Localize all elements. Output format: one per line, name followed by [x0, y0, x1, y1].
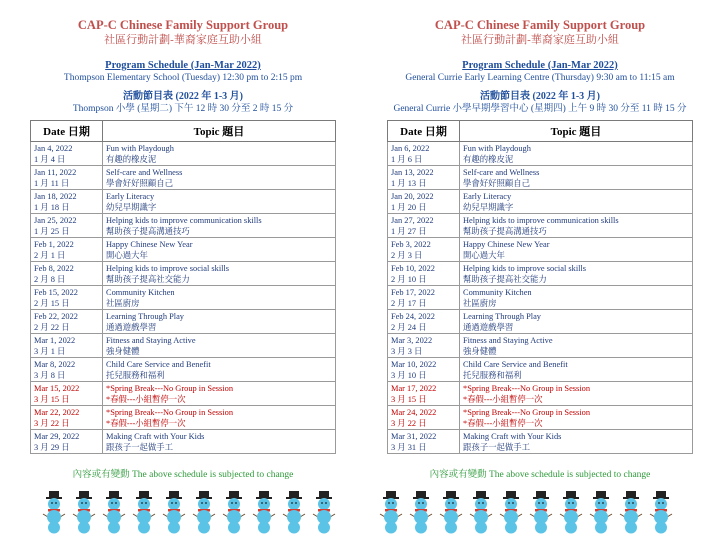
date-cell — [388, 166, 460, 190]
snowman-icon — [250, 490, 278, 534]
topic-cn: *春假---小組暫停一次 — [106, 394, 186, 404]
table-header-row — [388, 121, 693, 142]
snowman-icon — [40, 490, 68, 534]
date-cn: 3 月 10 日 — [391, 370, 427, 380]
location-line-cn: Thompson 小學 (星期二) 下午 12 時 30 分至 2 時 15 分 — [72, 104, 294, 114]
date-cell — [31, 166, 103, 190]
topic-cell — [460, 310, 693, 334]
topic-en: Community Kitchen — [106, 287, 175, 297]
schedule-panel-general-currie — [387, 0, 693, 480]
date-cn: 3 月 29 日 — [34, 442, 70, 452]
date-cn: 3 月 1 日 — [34, 346, 66, 356]
snowman-row-right — [377, 490, 675, 534]
topic-cn: 學會好好照顧自己 — [463, 178, 530, 188]
date-cell — [388, 382, 460, 406]
topic-en: Making Craft with Your Kids — [106, 431, 205, 441]
snowman-icon — [70, 490, 98, 534]
date-en: Feb 17, 2022 — [391, 287, 435, 297]
date-cn: 3 月 15 日 — [391, 394, 427, 404]
date-cn: 1 月 11 日 — [34, 178, 70, 188]
date-en: Jan 25, 2022 — [34, 215, 77, 225]
date-en: Jan 4, 2022 — [34, 143, 73, 153]
topic-en: Helping kids to improve social skills — [106, 263, 230, 273]
topic-en: Helping kids to improve social skills — [463, 263, 587, 273]
snowman-icon — [280, 490, 308, 534]
topic-cn: *春假---小組暫停一次 — [463, 418, 543, 428]
org-title-cn: 社區行動計劃-華裔家庭互助小組 — [104, 34, 262, 46]
topic-cell — [103, 214, 336, 238]
topic-cell — [460, 334, 693, 358]
topic-cn: 托兒服務和福利 — [463, 370, 522, 380]
date-cell — [31, 190, 103, 214]
topic-cn: 社區廚房 — [463, 298, 497, 308]
snowman-icon — [310, 490, 338, 534]
snowman-icon — [527, 490, 555, 534]
date-cell — [31, 238, 103, 262]
date-cell — [388, 334, 460, 358]
snowman-icon — [647, 490, 675, 534]
date-en: Mar 1, 2022 — [34, 335, 76, 345]
table-row — [388, 382, 693, 406]
snowman-icon — [617, 490, 645, 534]
date-en: Mar 3, 2022 — [391, 335, 433, 345]
change-notice: 內容或有變動 The above schedule is subjected to change — [72, 470, 294, 480]
table-row — [31, 334, 336, 358]
topic-cn: 跟孩子一起做手工 — [106, 442, 173, 452]
topic-en: Learning Through Play — [106, 311, 184, 321]
date-cell — [388, 190, 460, 214]
snowman-row-left — [40, 490, 338, 534]
topic-cn: 學會好好照顧自己 — [106, 178, 173, 188]
table-row — [31, 310, 336, 334]
date-en: Jan 18, 2022 — [34, 191, 77, 201]
snowman-icon — [220, 490, 248, 534]
date-cn: 2 月 3 日 — [391, 250, 423, 260]
topic-cell — [460, 190, 693, 214]
topic-cn: 幼兒早期識字 — [106, 202, 157, 212]
date-cell — [388, 406, 460, 430]
header-date: Date 日期 — [31, 121, 103, 142]
topic-cell — [460, 142, 693, 166]
topic-cn: 跟孩子一起做手工 — [463, 442, 530, 452]
date-en: Mar 15, 2022 — [34, 383, 80, 393]
topic-en: Helping kids to improve communication skills — [106, 215, 262, 225]
date-en: Jan 20, 2022 — [391, 191, 434, 201]
date-cell — [31, 358, 103, 382]
date-cell — [388, 430, 460, 454]
date-cn: 1 月 25 日 — [34, 226, 70, 236]
date-en: Mar 24, 2022 — [391, 407, 437, 417]
date-en: Feb 10, 2022 — [391, 263, 435, 273]
date-cn: 2 月 1 日 — [34, 250, 66, 260]
schedule-table — [30, 120, 336, 454]
topic-en: Self-care and Wellness — [463, 167, 540, 177]
topic-cn: 幼兒早期識字 — [463, 202, 514, 212]
topic-cell — [460, 262, 693, 286]
date-cn: 2 月 17 日 — [391, 298, 427, 308]
topic-cn: 托兒服務和福利 — [106, 370, 165, 380]
table-row — [388, 166, 693, 190]
topic-en: Making Craft with Your Kids — [463, 431, 562, 441]
date-cell — [31, 262, 103, 286]
table-row — [31, 430, 336, 454]
topic-cn: 幫助孩子提高社交能力 — [106, 274, 190, 284]
topic-en: Early Literacy — [463, 191, 512, 201]
topic-cell — [103, 262, 336, 286]
schedule-rows — [31, 142, 336, 454]
topic-cell — [103, 286, 336, 310]
table-row — [31, 238, 336, 262]
table-row — [388, 286, 693, 310]
topic-en: *Spring Break---No Group in Session — [106, 383, 234, 393]
snowman-icon — [160, 490, 188, 534]
topic-cn: 強身健體 — [463, 346, 497, 356]
topic-cell — [460, 286, 693, 310]
schedule-rows — [388, 142, 693, 454]
topic-cell — [103, 406, 336, 430]
table-row — [388, 238, 693, 262]
org-title-cn: 社區行動計劃-華裔家庭互助小組 — [461, 34, 619, 46]
snowman-icon — [130, 490, 158, 534]
table-row — [388, 334, 693, 358]
org-title: CAP-C Chinese Family Support Group — [77, 18, 289, 32]
topic-cell — [103, 358, 336, 382]
topic-cn: 強身健體 — [106, 346, 140, 356]
table-row — [388, 406, 693, 430]
snowman-icon — [100, 490, 128, 534]
table-row — [31, 142, 336, 166]
date-cn: 3 月 3 日 — [391, 346, 423, 356]
date-cn: 1 月 20 日 — [391, 202, 427, 212]
date-cell — [31, 214, 103, 238]
snowman-icon — [407, 490, 435, 534]
date-cell — [388, 214, 460, 238]
topic-cn: 有趣的橡皮泥 — [463, 154, 514, 164]
location-line: General Currie Early Learning Centre (Thursday) 9:30 am to 11:15 am — [405, 73, 675, 83]
topic-cn: 社區廚房 — [106, 298, 140, 308]
location-line-cn: General Currie 小學早期學習中心 (星期四) 上午 9 時 30 分至 11 時 15 分 — [393, 104, 687, 114]
date-cn: 1 月 4 日 — [34, 154, 66, 164]
schedule-panel-thompson — [30, 0, 336, 480]
topic-cell — [460, 382, 693, 406]
date-cn: 3 月 22 日 — [34, 418, 70, 428]
date-cn: 2 月 15 日 — [34, 298, 70, 308]
topic-en: Fun with Playdough — [463, 143, 531, 153]
schedule-title: Program Schedule (Jan-Mar 2022) — [462, 60, 618, 71]
date-cn: 3 月 15 日 — [34, 394, 70, 404]
topic-en: Happy Chinese New Year — [463, 239, 550, 249]
date-en: Feb 22, 2022 — [34, 311, 78, 321]
date-cell — [31, 430, 103, 454]
date-cell — [388, 238, 460, 262]
table-row — [388, 310, 693, 334]
table-row — [31, 214, 336, 238]
topic-en: Fun with Playdough — [106, 143, 174, 153]
date-cn: 1 月 27 日 — [391, 226, 427, 236]
topic-cell — [103, 238, 336, 262]
topic-cell — [103, 334, 336, 358]
table-row — [31, 358, 336, 382]
topic-cell — [103, 142, 336, 166]
topic-en: Fitness and Staying Active — [463, 335, 553, 345]
date-en: Jan 27, 2022 — [391, 215, 434, 225]
topic-cell — [460, 166, 693, 190]
table-row — [31, 382, 336, 406]
date-en: Feb 3, 2022 — [391, 239, 431, 249]
topic-cell — [103, 310, 336, 334]
topic-cn: 開心過大年 — [106, 250, 148, 260]
date-cell — [388, 142, 460, 166]
date-en: Mar 8, 2022 — [34, 359, 76, 369]
topic-en: *Spring Break---No Group in Session — [106, 407, 234, 417]
topic-cell — [103, 166, 336, 190]
table-row — [388, 142, 693, 166]
table-row — [31, 262, 336, 286]
snowman-icon — [557, 490, 585, 534]
date-en: Feb 15, 2022 — [34, 287, 78, 297]
topic-cn: 通過遊戲學習 — [463, 322, 514, 332]
date-cell — [31, 142, 103, 166]
table-row — [388, 358, 693, 382]
table-row — [31, 406, 336, 430]
date-cell — [31, 334, 103, 358]
table-row — [388, 214, 693, 238]
topic-en: Fitness and Staying Active — [106, 335, 196, 345]
date-cell — [31, 406, 103, 430]
date-cn: 3 月 22 日 — [391, 418, 427, 428]
date-cell — [31, 286, 103, 310]
date-cell — [388, 286, 460, 310]
date-en: Jan 13, 2022 — [391, 167, 434, 177]
date-cell — [388, 262, 460, 286]
date-en: Mar 10, 2022 — [391, 359, 437, 369]
date-cell — [388, 310, 460, 334]
topic-en: Child Care Service and Benefit — [106, 359, 211, 369]
topic-en: Helping kids to improve communication skills — [463, 215, 619, 225]
topic-en: Self-care and Wellness — [106, 167, 183, 177]
schedule-title-cn: 活動節目表 (2022 年 1-3 月) — [480, 91, 600, 102]
table-row — [388, 190, 693, 214]
header-date: Date 日期 — [388, 121, 460, 142]
date-en: Mar 22, 2022 — [34, 407, 80, 417]
table-row — [388, 262, 693, 286]
date-cn: 2 月 8 日 — [34, 274, 66, 284]
date-en: Jan 11, 2022 — [34, 167, 77, 177]
org-title: CAP-C Chinese Family Support Group — [434, 18, 646, 32]
topic-cell — [103, 430, 336, 454]
topic-cn: 通過遊戲學習 — [106, 322, 157, 332]
snowman-icon — [467, 490, 495, 534]
topic-cell — [460, 358, 693, 382]
date-cn: 3 月 8 日 — [34, 370, 66, 380]
topic-en: Happy Chinese New Year — [106, 239, 193, 249]
header-topic: Topic 題目 — [460, 121, 693, 142]
topic-en: *Spring Break---No Group in Session — [463, 383, 591, 393]
header-topic: Topic 題目 — [103, 121, 336, 142]
table-row — [388, 430, 693, 454]
topic-en: Early Literacy — [106, 191, 155, 201]
snowman-icon — [377, 490, 405, 534]
snowman-icon — [587, 490, 615, 534]
date-en: Mar 31, 2022 — [391, 431, 437, 441]
topic-en: Learning Through Play — [463, 311, 541, 321]
date-en: Mar 29, 2022 — [34, 431, 80, 441]
date-cn: 1 月 6 日 — [391, 154, 423, 164]
schedule-title-cn: 活動節目表 (2022 年 1-3 月) — [123, 91, 243, 102]
topic-cn: *春假---小組暫停一次 — [106, 418, 186, 428]
table-row — [31, 286, 336, 310]
date-en: Feb 8, 2022 — [34, 263, 74, 273]
change-notice: 內容或有變動 The above schedule is subjected to change — [429, 470, 651, 480]
snowman-icon — [190, 490, 218, 534]
location-line: Thompson Elementary School (Tuesday) 12:30 pm to 2:15 pm — [63, 73, 303, 83]
topic-en: Child Care Service and Benefit — [463, 359, 568, 369]
topic-cn: 幫助孩子提高溝通技巧 — [106, 226, 190, 236]
date-cn: 3 月 31 日 — [391, 442, 427, 452]
snowman-icon — [437, 490, 465, 534]
topic-cell — [103, 382, 336, 406]
date-cn: 1 月 13 日 — [391, 178, 427, 188]
date-en: Feb 1, 2022 — [34, 239, 74, 249]
topic-en: Community Kitchen — [463, 287, 532, 297]
table-row — [31, 190, 336, 214]
topic-cell — [460, 214, 693, 238]
topic-cn: 開心過大年 — [463, 250, 505, 260]
topic-cn: 幫助孩子提高社交能力 — [463, 274, 547, 284]
topic-cn: *春假---小組暫停一次 — [463, 394, 543, 404]
topic-cell — [460, 430, 693, 454]
date-cell — [31, 310, 103, 334]
date-cn: 2 月 24 日 — [391, 322, 427, 332]
topic-cell — [460, 406, 693, 430]
date-cell — [31, 382, 103, 406]
table-row — [31, 166, 336, 190]
date-en: Feb 24, 2022 — [391, 311, 435, 321]
table-header-row — [31, 121, 336, 142]
date-cell — [388, 358, 460, 382]
date-cn: 2 月 22 日 — [34, 322, 70, 332]
date-en: Mar 17, 2022 — [391, 383, 437, 393]
schedule-table — [387, 120, 693, 454]
topic-cell — [460, 238, 693, 262]
topic-cn: 幫助孩子提高溝通技巧 — [463, 226, 547, 236]
topic-en: *Spring Break---No Group in Session — [463, 407, 591, 417]
topic-cell — [103, 190, 336, 214]
schedule-title: Program Schedule (Jan-Mar 2022) — [105, 60, 261, 71]
date-cn: 1 月 18 日 — [34, 202, 70, 212]
snowman-icon — [497, 490, 525, 534]
topic-cn: 有趣的橡皮泥 — [106, 154, 157, 164]
date-cn: 2 月 10 日 — [391, 274, 427, 284]
date-en: Jan 6, 2022 — [391, 143, 430, 153]
